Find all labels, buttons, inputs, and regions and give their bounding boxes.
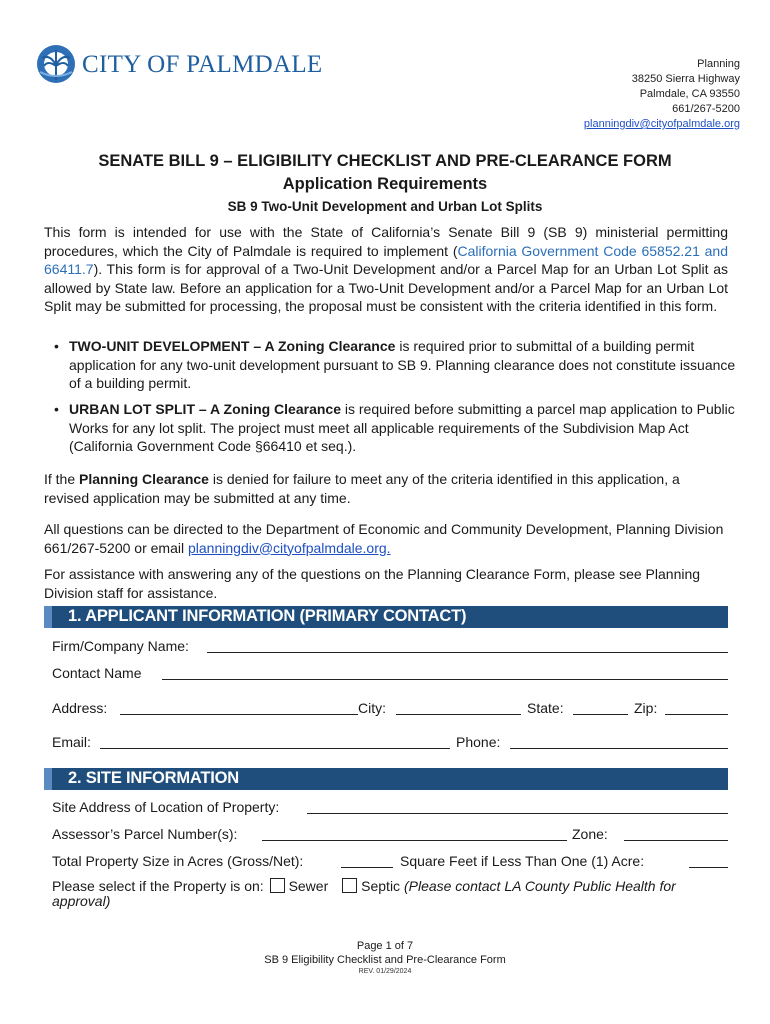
address-field[interactable] [120, 714, 358, 715]
zone-field[interactable] [624, 840, 728, 841]
city-label: City: [358, 700, 386, 716]
bullet-lot-split: • URBAN LOT SPLIT – A Zoning Clearance is required before submitting a parcel map application to Public Works for any lot split. The project must meet all applicable requirements of the Subdivision Map Act (California Government Code §66410 et seq.). [54, 401, 735, 454]
state-label: State: [527, 700, 564, 716]
gov-code-link[interactable]: California Government Code 65852.21 and 66411.7 [44, 242, 728, 277]
section-header-site: 2. SITE INFORMATION [44, 768, 728, 790]
septic-note: (Please contact LA County Public Health for [403, 878, 676, 894]
denial-paragraph: If the Planning Clearance is denied for failure to meet any of the criteria identified in this application, a revised application may be submitted at any time. [44, 471, 680, 506]
contact-label: Contact Name [52, 665, 142, 681]
email-field[interactable] [100, 748, 450, 749]
apn-label: Assessor’s Parcel Number(s): [52, 826, 238, 842]
palm-seal-icon [36, 44, 76, 84]
logo-text: CITY OF PALMDALE [82, 51, 323, 78]
intro-paragraph: This form is intended for use with the State of California’s Senate Bill 9 (SB 9) ministerial permitting procedures, which the City of Palmdale is required to implement (California Government Code 65852.21 and 66411.7). This form is for approval of a Two-Unit Development and/or a Parcel Map for an Urban Lot Split as allowed by State law. Before an application for a Two-Unit Development and/or a Parcel Map for an Urban Lot Split may be submitted for processing, the proposal must be consistent with the criteria identified in this form. [44, 224, 728, 314]
questions-paragraph: All questions can be directed to the Department of Economic and Community Development, Planning Division 661/267-5200 or email planningdiv@cityofpalmdale.org. [44, 521, 724, 556]
form-title-line2: Application Requirements [282, 175, 488, 193]
septic-note-cont: approval) [52, 893, 111, 909]
sqft-field[interactable] [689, 867, 728, 868]
form-subtitle: SB 9 Two-Unit Development and Urban Lot Splits [227, 199, 543, 214]
address-label: Address: [52, 700, 108, 716]
size-field[interactable] [341, 867, 393, 868]
page-number: Page 1 of 7 [356, 940, 414, 952]
site-address-label: Site Address of Location of Property: [52, 799, 280, 815]
email-label: Email: [52, 734, 91, 750]
site-address-field[interactable] [307, 813, 728, 814]
state-field[interactable] [573, 714, 628, 715]
address-line: 661/267-5200 [672, 103, 740, 115]
zone-label: Zone: [572, 826, 608, 842]
city-logo [36, 44, 322, 84]
footer-form-name: SB 9 Eligibility Checklist and Pre-Clearance Form [264, 954, 506, 966]
firm-field[interactable] [207, 652, 728, 653]
assistance-paragraph: For assistance with answering any of the questions on the Planning Clearance Form, please see Planning Division staff for assistance. [44, 566, 701, 601]
sewer-checkbox[interactable] [270, 878, 285, 893]
zip-label: Zip: [634, 700, 658, 716]
revision-date: REV. 01/29/2024 [358, 968, 412, 975]
zip-field[interactable] [665, 714, 728, 715]
septic-label: Septic [361, 878, 401, 894]
address-line: Planning [697, 58, 740, 70]
city-field[interactable] [396, 714, 521, 715]
bullet-two-unit: • TWO-UNIT DEVELOPMENT – A Zoning Clearance is required prior to submittal of a building permit application for any two-unit development pursuant to SB 9. Planning clearance does not constitute issuance of a building permit. [54, 338, 736, 391]
firm-label: Firm/Company Name: [52, 638, 189, 654]
apn-field[interactable] [262, 840, 567, 841]
section-header-applicant: 1. APPLICANT INFORMATION (PRIMARY CONTACT) [44, 606, 728, 628]
form-title: SENATE BILL 9 – ELIGIBILITY CHECKLIST AND PRE-CLEARANCE FORM [98, 152, 672, 170]
email-link[interactable]: planningdiv@cityofpalmdale.org [583, 118, 740, 130]
sqft-label: Square Feet if Less Than One (1) Acre: [400, 853, 645, 869]
sewer-label: Sewer [288, 878, 329, 894]
select-label: Please select if the Property is on: Sewer Septic (Please contact LA County Public Health for [52, 878, 676, 894]
address-line: Palmdale, CA 93550 [639, 88, 740, 100]
questions-email-link[interactable]: planningdiv@cityofpalmdale.org. [188, 539, 391, 556]
size-label: Total Property Size in Acres (Gross/Net): [52, 853, 304, 869]
phone-label: Phone: [456, 734, 501, 750]
septic-checkbox[interactable] [342, 878, 357, 893]
department-address [584, 57, 740, 132]
contact-field[interactable] [162, 679, 728, 680]
address-line: 38250 Sierra Highway [631, 73, 740, 85]
phone-field[interactable] [510, 748, 728, 749]
